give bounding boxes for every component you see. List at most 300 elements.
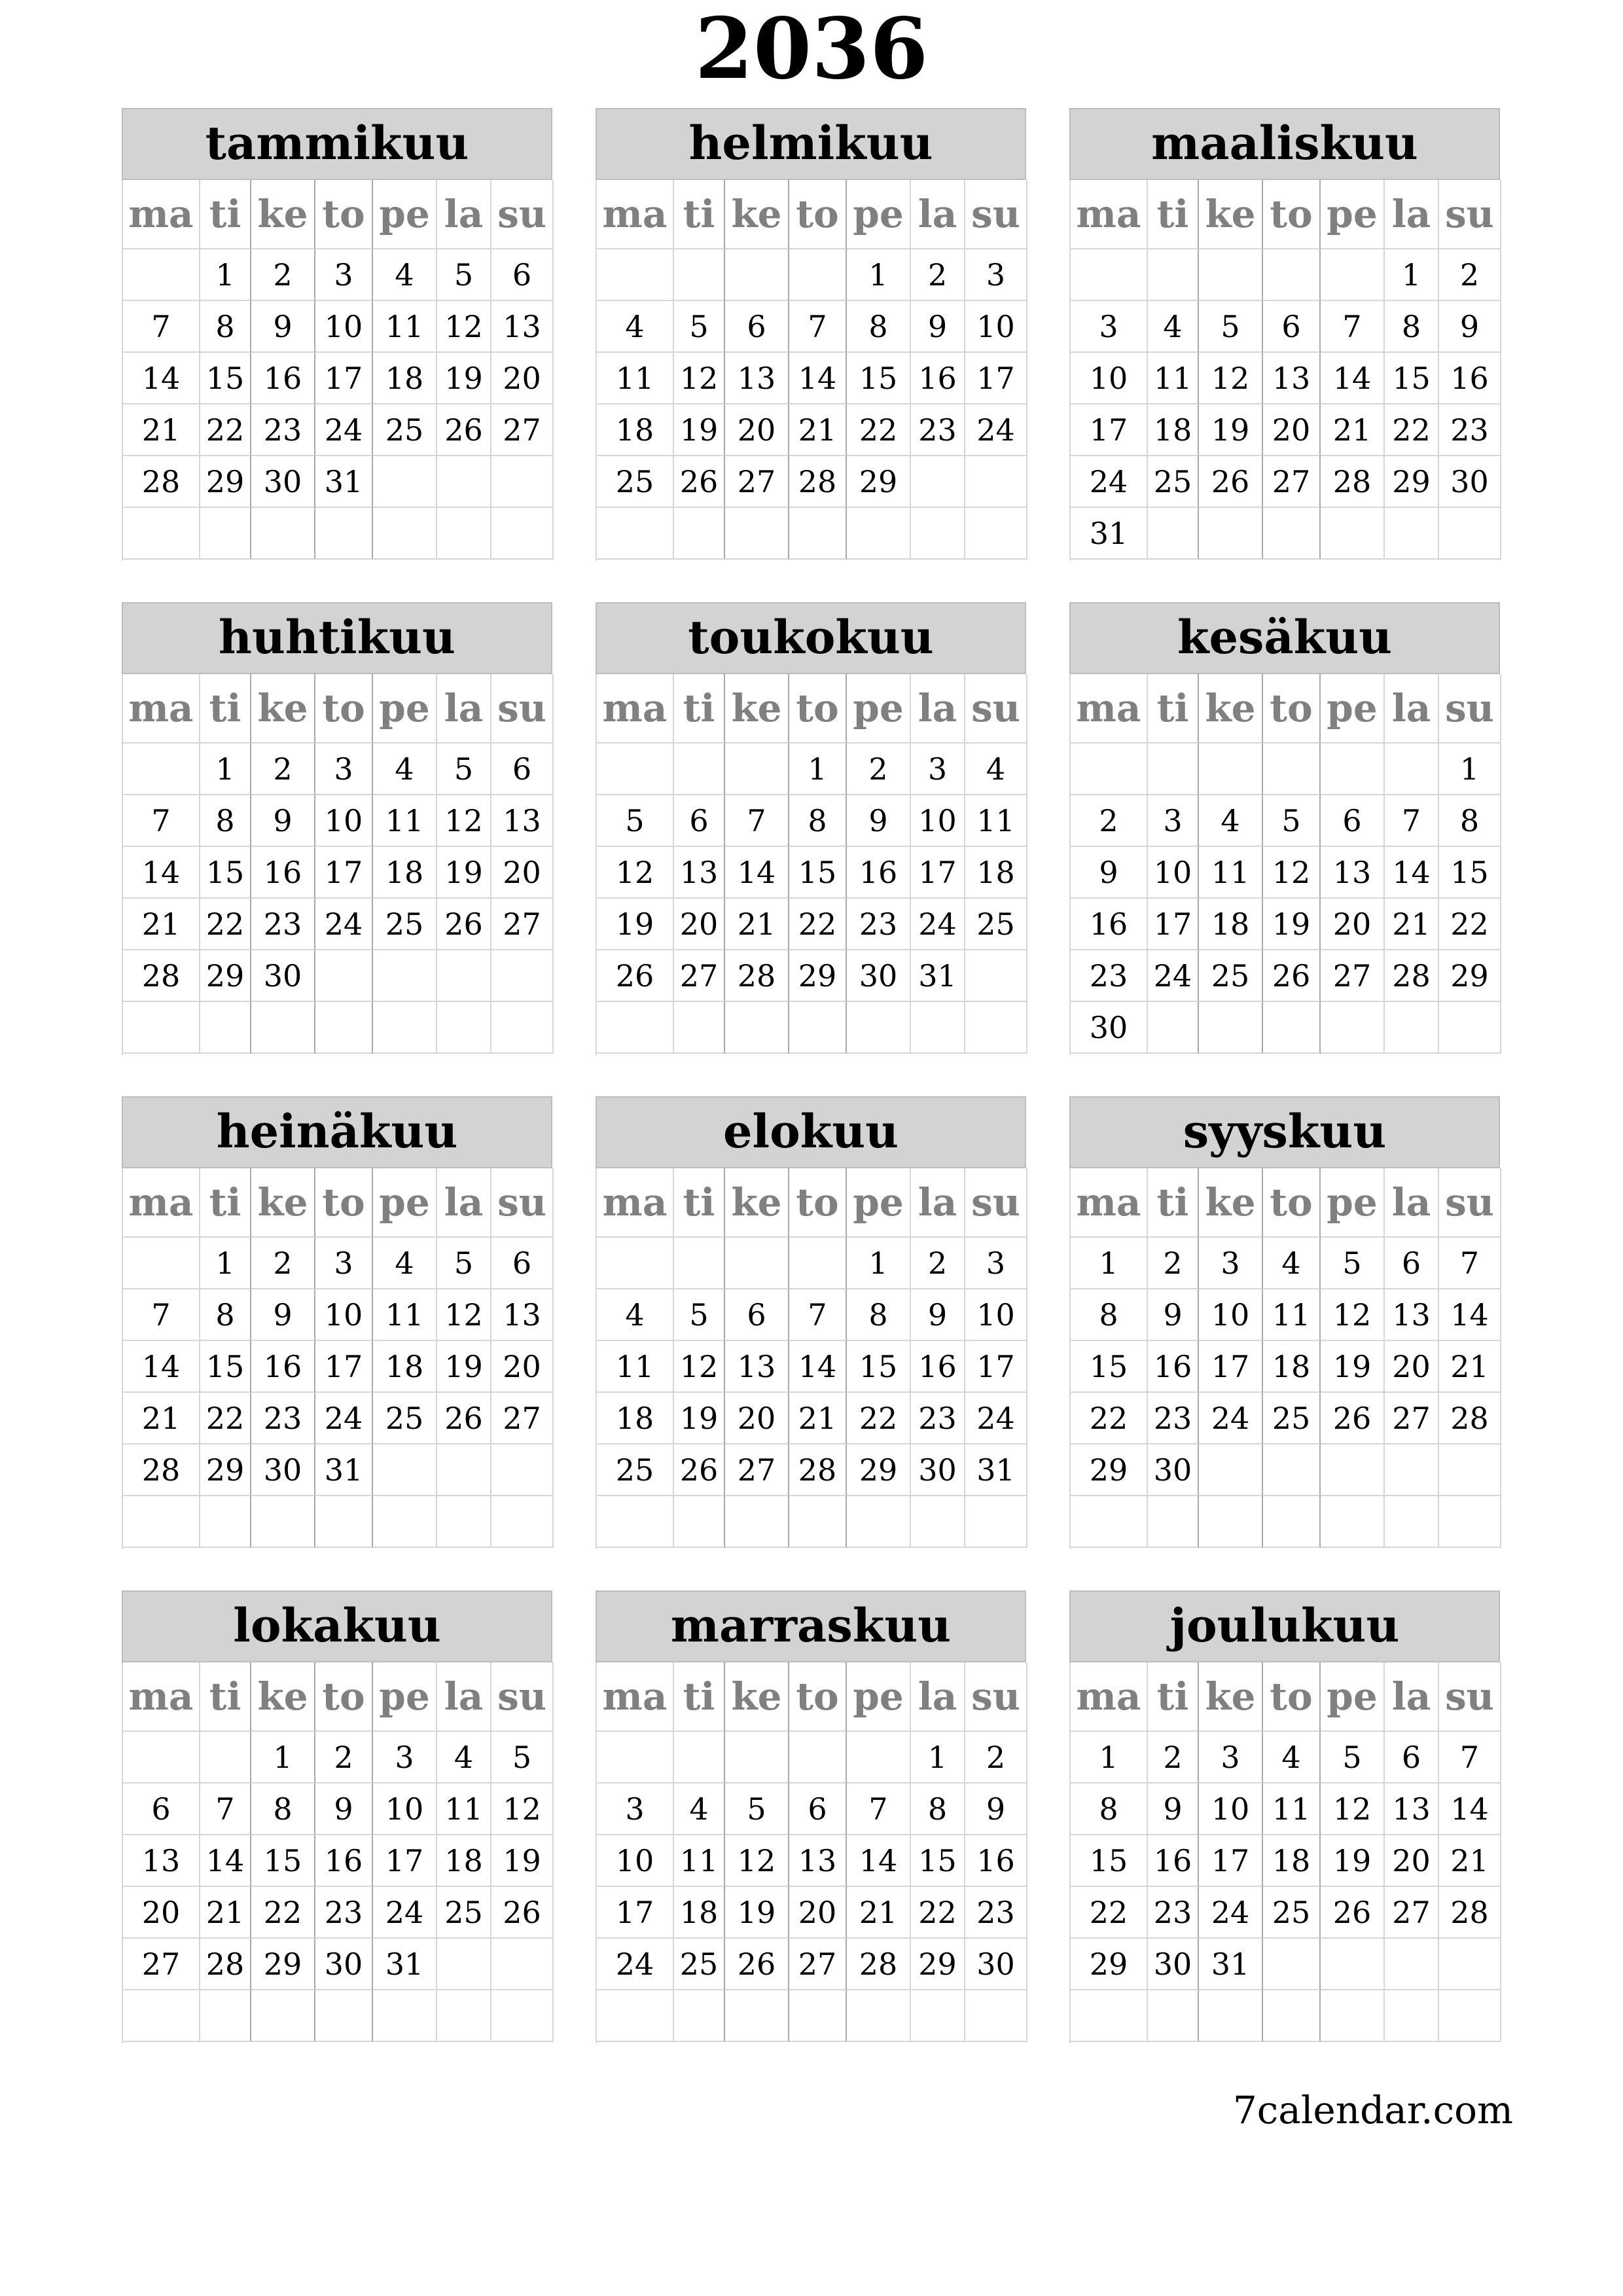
day-cell[interactable]: 22: [847, 404, 911, 456]
day-cell[interactable]: 9: [1148, 1289, 1199, 1341]
day-cell[interactable]: 10: [315, 1289, 373, 1341]
day-cell[interactable]: 7: [789, 1289, 847, 1341]
day-cell[interactable]: 25: [1263, 1393, 1321, 1444]
day-cell[interactable]: 8: [789, 795, 847, 847]
day-cell[interactable]: 26: [491, 1887, 554, 1939]
day-cell[interactable]: 27: [491, 899, 554, 950]
day-cell[interactable]: 26: [1263, 950, 1321, 1002]
day-cell[interactable]: 9: [251, 301, 315, 353]
day-cell[interactable]: 11: [597, 353, 674, 404]
day-cell[interactable]: 12: [491, 1784, 554, 1835]
day-cell[interactable]: 23: [315, 1887, 373, 1939]
day-cell[interactable]: 10: [1071, 353, 1148, 404]
day-cell[interactable]: 9: [965, 1784, 1027, 1835]
day-cell[interactable]: 21: [1439, 1341, 1501, 1393]
day-cell[interactable]: 22: [789, 899, 847, 950]
day-cell[interactable]: 4: [965, 744, 1027, 795]
day-cell[interactable]: 2: [1071, 795, 1148, 847]
day-cell[interactable]: 30: [251, 950, 315, 1002]
day-cell[interactable]: 4: [1148, 301, 1199, 353]
day-cell[interactable]: 9: [911, 1289, 965, 1341]
day-cell[interactable]: 13: [491, 301, 554, 353]
day-cell[interactable]: 26: [1321, 1887, 1385, 1939]
day-cell[interactable]: 22: [200, 899, 251, 950]
day-cell[interactable]: 15: [1439, 847, 1501, 899]
day-cell[interactable]: 20: [491, 353, 554, 404]
day-cell[interactable]: 13: [1263, 353, 1321, 404]
day-cell[interactable]: 19: [437, 1341, 491, 1393]
day-cell[interactable]: 21: [1385, 899, 1439, 950]
day-cell[interactable]: 14: [200, 1835, 251, 1887]
day-cell[interactable]: 3: [1148, 795, 1199, 847]
day-cell[interactable]: 13: [1385, 1289, 1439, 1341]
day-cell[interactable]: 3: [1199, 1732, 1263, 1784]
day-cell[interactable]: 4: [373, 744, 437, 795]
day-cell[interactable]: 19: [1199, 404, 1263, 456]
day-cell[interactable]: 16: [965, 1835, 1027, 1887]
day-cell[interactable]: 6: [491, 249, 554, 301]
day-cell[interactable]: 20: [789, 1887, 847, 1939]
day-cell[interactable]: 3: [965, 249, 1027, 301]
day-cell[interactable]: 25: [965, 899, 1027, 950]
day-cell[interactable]: 1: [1071, 1732, 1148, 1784]
day-cell[interactable]: 1: [200, 1238, 251, 1289]
day-cell[interactable]: 29: [789, 950, 847, 1002]
day-cell[interactable]: 15: [911, 1835, 965, 1887]
day-cell[interactable]: 16: [315, 1835, 373, 1887]
day-cell[interactable]: 21: [847, 1887, 911, 1939]
day-cell[interactable]: 26: [597, 950, 674, 1002]
day-cell[interactable]: 24: [965, 1393, 1027, 1444]
day-cell[interactable]: 15: [789, 847, 847, 899]
day-cell[interactable]: 8: [1071, 1784, 1148, 1835]
day-cell[interactable]: 4: [373, 249, 437, 301]
day-cell[interactable]: 18: [965, 847, 1027, 899]
day-cell[interactable]: 6: [1321, 795, 1385, 847]
day-cell[interactable]: 27: [725, 1444, 789, 1496]
day-cell[interactable]: 24: [965, 404, 1027, 456]
day-cell[interactable]: 11: [1263, 1784, 1321, 1835]
day-cell[interactable]: 2: [315, 1732, 373, 1784]
day-cell[interactable]: 6: [725, 301, 789, 353]
day-cell[interactable]: 13: [1385, 1784, 1439, 1835]
day-cell[interactable]: 20: [1385, 1835, 1439, 1887]
day-cell[interactable]: 15: [200, 847, 251, 899]
day-cell[interactable]: 23: [1148, 1393, 1199, 1444]
day-cell[interactable]: 14: [1439, 1289, 1501, 1341]
day-cell[interactable]: 12: [1321, 1289, 1385, 1341]
day-cell[interactable]: 3: [1199, 1238, 1263, 1289]
day-cell[interactable]: 16: [251, 353, 315, 404]
day-cell[interactable]: 8: [1439, 795, 1501, 847]
day-cell[interactable]: 29: [911, 1939, 965, 1990]
site-label[interactable]: 7calendar.com: [1232, 2088, 1513, 2132]
day-cell[interactable]: 27: [1321, 950, 1385, 1002]
day-cell[interactable]: 20: [1321, 899, 1385, 950]
day-cell[interactable]: 6: [725, 1289, 789, 1341]
day-cell[interactable]: 29: [1071, 1939, 1148, 1990]
day-cell[interactable]: 11: [965, 795, 1027, 847]
day-cell[interactable]: 31: [1071, 508, 1148, 560]
day-cell[interactable]: 7: [1321, 301, 1385, 353]
day-cell[interactable]: 5: [674, 301, 725, 353]
day-cell[interactable]: 23: [847, 899, 911, 950]
day-cell[interactable]: 10: [1199, 1784, 1263, 1835]
day-cell[interactable]: 7: [789, 301, 847, 353]
day-cell[interactable]: 14: [789, 353, 847, 404]
day-cell[interactable]: 31: [315, 1444, 373, 1496]
day-cell[interactable]: 9: [251, 1289, 315, 1341]
day-cell[interactable]: 21: [789, 404, 847, 456]
day-cell[interactable]: 30: [911, 1444, 965, 1496]
day-cell[interactable]: 10: [373, 1784, 437, 1835]
day-cell[interactable]: 24: [315, 1393, 373, 1444]
day-cell[interactable]: 20: [1385, 1341, 1439, 1393]
day-cell[interactable]: 31: [373, 1939, 437, 1990]
day-cell[interactable]: 13: [674, 847, 725, 899]
day-cell[interactable]: 8: [1385, 301, 1439, 353]
day-cell[interactable]: 7: [1439, 1732, 1501, 1784]
day-cell[interactable]: 15: [847, 353, 911, 404]
day-cell[interactable]: 1: [251, 1732, 315, 1784]
day-cell[interactable]: 24: [597, 1939, 674, 1990]
day-cell[interactable]: 1: [911, 1732, 965, 1784]
day-cell[interactable]: 25: [597, 456, 674, 508]
day-cell[interactable]: 14: [123, 353, 200, 404]
day-cell[interactable]: 31: [911, 950, 965, 1002]
day-cell[interactable]: 2: [911, 1238, 965, 1289]
day-cell[interactable]: 18: [1148, 404, 1199, 456]
day-cell[interactable]: 17: [1071, 404, 1148, 456]
day-cell[interactable]: 5: [437, 1238, 491, 1289]
day-cell[interactable]: 10: [315, 301, 373, 353]
day-cell[interactable]: 14: [123, 1341, 200, 1393]
day-cell[interactable]: 10: [597, 1835, 674, 1887]
day-cell[interactable]: 25: [373, 404, 437, 456]
day-cell[interactable]: 16: [911, 1341, 965, 1393]
day-cell[interactable]: 13: [725, 1341, 789, 1393]
day-cell[interactable]: 14: [123, 847, 200, 899]
day-cell[interactable]: 17: [1199, 1341, 1263, 1393]
day-cell[interactable]: 30: [315, 1939, 373, 1990]
day-cell[interactable]: 4: [1263, 1732, 1321, 1784]
day-cell[interactable]: 12: [1263, 847, 1321, 899]
day-cell[interactable]: 10: [965, 1289, 1027, 1341]
day-cell[interactable]: 2: [847, 744, 911, 795]
day-cell[interactable]: 11: [1148, 353, 1199, 404]
day-cell[interactable]: 1: [847, 249, 911, 301]
day-cell[interactable]: 17: [597, 1887, 674, 1939]
day-cell[interactable]: 10: [1148, 847, 1199, 899]
day-cell[interactable]: 14: [725, 847, 789, 899]
day-cell[interactable]: 22: [1385, 404, 1439, 456]
day-cell[interactable]: 25: [437, 1887, 491, 1939]
day-cell[interactable]: 15: [200, 1341, 251, 1393]
day-cell[interactable]: 28: [789, 456, 847, 508]
day-cell[interactable]: 26: [437, 1393, 491, 1444]
day-cell[interactable]: 3: [597, 1784, 674, 1835]
day-cell[interactable]: 30: [1148, 1444, 1199, 1496]
day-cell[interactable]: 31: [315, 456, 373, 508]
day-cell[interactable]: 8: [847, 301, 911, 353]
day-cell[interactable]: 30: [1439, 456, 1501, 508]
day-cell[interactable]: 1: [1439, 744, 1501, 795]
day-cell[interactable]: 29: [847, 456, 911, 508]
day-cell[interactable]: 4: [674, 1784, 725, 1835]
day-cell[interactable]: 13: [1321, 847, 1385, 899]
day-cell[interactable]: 27: [491, 1393, 554, 1444]
day-cell[interactable]: 28: [1439, 1887, 1501, 1939]
day-cell[interactable]: 28: [725, 950, 789, 1002]
day-cell[interactable]: 10: [315, 795, 373, 847]
day-cell[interactable]: 6: [1385, 1732, 1439, 1784]
day-cell[interactable]: 21: [1439, 1835, 1501, 1887]
day-cell[interactable]: 24: [1148, 950, 1199, 1002]
day-cell[interactable]: 9: [251, 795, 315, 847]
day-cell[interactable]: 22: [200, 404, 251, 456]
day-cell[interactable]: 4: [597, 301, 674, 353]
day-cell[interactable]: 14: [1321, 353, 1385, 404]
day-cell[interactable]: 13: [789, 1835, 847, 1887]
day-cell[interactable]: 18: [674, 1887, 725, 1939]
day-cell[interactable]: 16: [1071, 899, 1148, 950]
day-cell[interactable]: 4: [373, 1238, 437, 1289]
day-cell[interactable]: 29: [251, 1939, 315, 1990]
day-cell[interactable]: 19: [1263, 899, 1321, 950]
day-cell[interactable]: 9: [847, 795, 911, 847]
day-cell[interactable]: 26: [1199, 456, 1263, 508]
day-cell[interactable]: 15: [251, 1835, 315, 1887]
day-cell[interactable]: 23: [251, 404, 315, 456]
day-cell[interactable]: 3: [315, 744, 373, 795]
day-cell[interactable]: 17: [1148, 899, 1199, 950]
day-cell[interactable]: 12: [597, 847, 674, 899]
day-cell[interactable]: 7: [847, 1784, 911, 1835]
day-cell[interactable]: 2: [251, 1238, 315, 1289]
day-cell[interactable]: 13: [491, 1289, 554, 1341]
day-cell[interactable]: 8: [200, 1289, 251, 1341]
day-cell[interactable]: 29: [200, 950, 251, 1002]
day-cell[interactable]: 20: [725, 404, 789, 456]
day-cell[interactable]: 27: [674, 950, 725, 1002]
day-cell[interactable]: 30: [1148, 1939, 1199, 1990]
day-cell[interactable]: 10: [965, 301, 1027, 353]
day-cell[interactable]: 13: [491, 795, 554, 847]
day-cell[interactable]: 28: [1321, 456, 1385, 508]
day-cell[interactable]: 18: [373, 1341, 437, 1393]
day-cell[interactable]: 18: [597, 404, 674, 456]
day-cell[interactable]: 3: [373, 1732, 437, 1784]
day-cell[interactable]: 4: [1199, 795, 1263, 847]
day-cell[interactable]: 8: [200, 795, 251, 847]
day-cell[interactable]: 26: [1321, 1393, 1385, 1444]
day-cell[interactable]: 16: [251, 1341, 315, 1393]
day-cell[interactable]: 27: [1385, 1393, 1439, 1444]
day-cell[interactable]: 19: [437, 353, 491, 404]
day-cell[interactable]: 1: [200, 249, 251, 301]
day-cell[interactable]: 16: [911, 353, 965, 404]
day-cell[interactable]: 27: [491, 404, 554, 456]
day-cell[interactable]: 11: [373, 1289, 437, 1341]
day-cell[interactable]: 13: [123, 1835, 200, 1887]
day-cell[interactable]: 12: [1321, 1784, 1385, 1835]
day-cell[interactable]: 12: [437, 795, 491, 847]
day-cell[interactable]: 12: [1199, 353, 1263, 404]
day-cell[interactable]: 12: [725, 1835, 789, 1887]
day-cell[interactable]: 9: [1439, 301, 1501, 353]
day-cell[interactable]: 15: [1071, 1835, 1148, 1887]
day-cell[interactable]: 11: [373, 795, 437, 847]
day-cell[interactable]: 18: [1263, 1341, 1321, 1393]
day-cell[interactable]: 23: [251, 1393, 315, 1444]
day-cell[interactable]: 25: [373, 899, 437, 950]
day-cell[interactable]: 7: [123, 795, 200, 847]
day-cell[interactable]: 21: [123, 899, 200, 950]
day-cell[interactable]: 2: [911, 249, 965, 301]
day-cell[interactable]: 12: [437, 301, 491, 353]
day-cell[interactable]: 26: [674, 456, 725, 508]
day-cell[interactable]: 23: [1148, 1887, 1199, 1939]
day-cell[interactable]: 7: [1385, 795, 1439, 847]
day-cell[interactable]: 25: [597, 1444, 674, 1496]
day-cell[interactable]: 14: [789, 1341, 847, 1393]
day-cell[interactable]: 14: [1439, 1784, 1501, 1835]
day-cell[interactable]: 18: [373, 847, 437, 899]
day-cell[interactable]: 2: [251, 249, 315, 301]
day-cell[interactable]: 30: [251, 1444, 315, 1496]
day-cell[interactable]: 28: [847, 1939, 911, 1990]
day-cell[interactable]: 1: [847, 1238, 911, 1289]
day-cell[interactable]: 30: [847, 950, 911, 1002]
day-cell[interactable]: 15: [200, 353, 251, 404]
day-cell[interactable]: 27: [789, 1939, 847, 1990]
day-cell[interactable]: 21: [725, 899, 789, 950]
day-cell[interactable]: 9: [315, 1784, 373, 1835]
day-cell[interactable]: 28: [123, 456, 200, 508]
day-cell[interactable]: 24: [373, 1887, 437, 1939]
day-cell[interactable]: 6: [123, 1784, 200, 1835]
day-cell[interactable]: 21: [123, 404, 200, 456]
day-cell[interactable]: 23: [251, 899, 315, 950]
day-cell[interactable]: 23: [1071, 950, 1148, 1002]
day-cell[interactable]: 21: [789, 1393, 847, 1444]
day-cell[interactable]: 19: [1321, 1341, 1385, 1393]
day-cell[interactable]: 8: [1071, 1289, 1148, 1341]
day-cell[interactable]: 17: [1199, 1835, 1263, 1887]
day-cell[interactable]: 6: [674, 795, 725, 847]
day-cell[interactable]: 11: [674, 1835, 725, 1887]
day-cell[interactable]: 12: [674, 1341, 725, 1393]
day-cell[interactable]: 5: [1321, 1238, 1385, 1289]
day-cell[interactable]: 15: [1071, 1341, 1148, 1393]
day-cell[interactable]: 22: [1071, 1393, 1148, 1444]
day-cell[interactable]: 3: [315, 1238, 373, 1289]
day-cell[interactable]: 4: [437, 1732, 491, 1784]
day-cell[interactable]: 3: [965, 1238, 1027, 1289]
day-cell[interactable]: 6: [789, 1784, 847, 1835]
day-cell[interactable]: 22: [1071, 1887, 1148, 1939]
day-cell[interactable]: 6: [491, 744, 554, 795]
day-cell[interactable]: 22: [847, 1393, 911, 1444]
day-cell[interactable]: 19: [491, 1835, 554, 1887]
day-cell[interactable]: 29: [1439, 950, 1501, 1002]
day-cell[interactable]: 18: [1199, 899, 1263, 950]
day-cell[interactable]: 28: [789, 1444, 847, 1496]
day-cell[interactable]: 19: [597, 899, 674, 950]
day-cell[interactable]: 19: [674, 1393, 725, 1444]
day-cell[interactable]: 25: [674, 1939, 725, 1990]
day-cell[interactable]: 12: [437, 1289, 491, 1341]
day-cell[interactable]: 25: [1199, 950, 1263, 1002]
day-cell[interactable]: 1: [1385, 249, 1439, 301]
day-cell[interactable]: 18: [597, 1393, 674, 1444]
day-cell[interactable]: 16: [1148, 1835, 1199, 1887]
day-cell[interactable]: 8: [200, 301, 251, 353]
day-cell[interactable]: 3: [1071, 301, 1148, 353]
day-cell[interactable]: 31: [1199, 1939, 1263, 1990]
day-cell[interactable]: 26: [725, 1939, 789, 1990]
day-cell[interactable]: 17: [315, 847, 373, 899]
day-cell[interactable]: 27: [1385, 1887, 1439, 1939]
day-cell[interactable]: 11: [1263, 1289, 1321, 1341]
day-cell[interactable]: 26: [437, 899, 491, 950]
day-cell[interactable]: 1: [789, 744, 847, 795]
day-cell[interactable]: 28: [200, 1939, 251, 1990]
day-cell[interactable]: 11: [373, 301, 437, 353]
day-cell[interactable]: 5: [1321, 1732, 1385, 1784]
day-cell[interactable]: 31: [965, 1444, 1027, 1496]
day-cell[interactable]: 19: [437, 847, 491, 899]
day-cell[interactable]: 21: [1321, 404, 1385, 456]
day-cell[interactable]: 16: [1148, 1341, 1199, 1393]
day-cell[interactable]: 22: [251, 1887, 315, 1939]
day-cell[interactable]: 19: [1321, 1835, 1385, 1887]
day-cell[interactable]: 4: [1263, 1238, 1321, 1289]
day-cell[interactable]: 21: [123, 1393, 200, 1444]
day-cell[interactable]: 7: [200, 1784, 251, 1835]
day-cell[interactable]: 24: [315, 899, 373, 950]
day-cell[interactable]: 17: [315, 1341, 373, 1393]
day-cell[interactable]: 22: [1439, 899, 1501, 950]
day-cell[interactable]: 20: [491, 1341, 554, 1393]
day-cell[interactable]: 1: [1071, 1238, 1148, 1289]
day-cell[interactable]: 22: [200, 1393, 251, 1444]
day-cell[interactable]: 7: [123, 301, 200, 353]
day-cell[interactable]: 20: [674, 899, 725, 950]
day-cell[interactable]: 24: [315, 404, 373, 456]
day-cell[interactable]: 2: [1148, 1238, 1199, 1289]
day-cell[interactable]: 17: [911, 847, 965, 899]
day-cell[interactable]: 23: [1439, 404, 1501, 456]
day-cell[interactable]: 8: [847, 1289, 911, 1341]
day-cell[interactable]: 21: [200, 1887, 251, 1939]
day-cell[interactable]: 1: [200, 744, 251, 795]
day-cell[interactable]: 20: [123, 1887, 200, 1939]
day-cell[interactable]: 19: [674, 404, 725, 456]
day-cell[interactable]: 29: [1385, 456, 1439, 508]
day-cell[interactable]: 11: [597, 1341, 674, 1393]
day-cell[interactable]: 9: [1148, 1784, 1199, 1835]
day-cell[interactable]: 8: [911, 1784, 965, 1835]
day-cell[interactable]: 5: [725, 1784, 789, 1835]
day-cell[interactable]: 3: [911, 744, 965, 795]
day-cell[interactable]: 6: [1385, 1238, 1439, 1289]
day-cell[interactable]: 4: [597, 1289, 674, 1341]
day-cell[interactable]: 2: [1148, 1732, 1199, 1784]
day-cell[interactable]: 5: [674, 1289, 725, 1341]
day-cell[interactable]: 11: [437, 1784, 491, 1835]
day-cell[interactable]: 8: [251, 1784, 315, 1835]
